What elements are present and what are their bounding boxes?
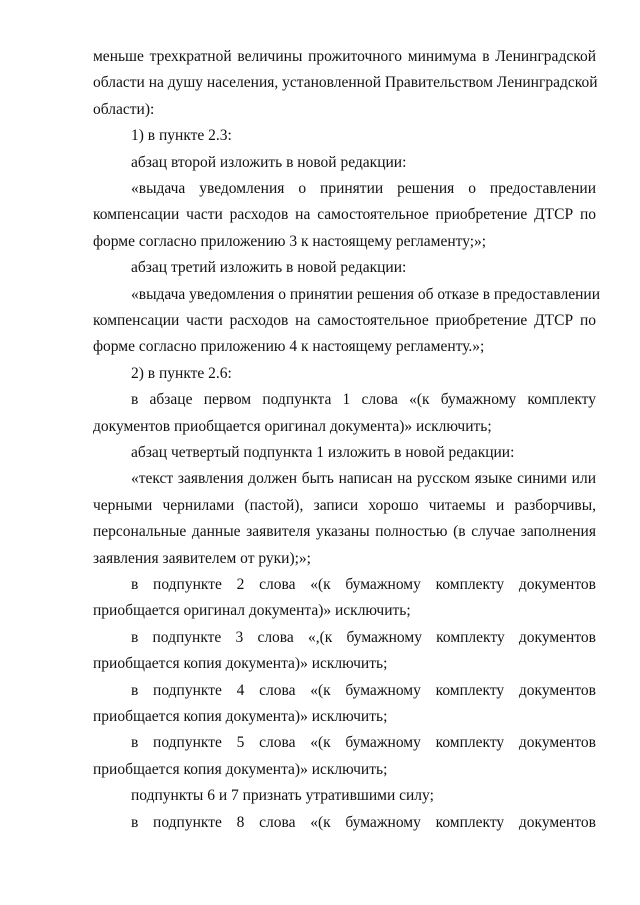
text-line: приобщается оригинал документа)» исключить; xyxy=(93,602,411,620)
text-line: персональные данные заявителя указаны полностью (в случае заполнения xyxy=(93,523,596,541)
text-line: области на душу населения, установленной Правительством Ленинградской xyxy=(93,74,598,92)
text-line: 2) в пункте 2.6: xyxy=(131,364,232,382)
text-line: абзац третий изложить в новой редакции: xyxy=(131,259,407,277)
text-line: компенсации части расходов на самостоятельное приобретение ДТСР по xyxy=(93,206,596,224)
text-line: в подпункте 3 слова «,(к бумажному комплекту документов xyxy=(131,628,596,646)
text-line: в подпункте 2 слова «(к бумажному комплекту документов xyxy=(131,576,596,593)
text-line: документов приобщается оригинал документа)» исключить; xyxy=(93,417,492,435)
text-line: подпункты 6 и 7 признать утратившими силу; xyxy=(131,787,434,805)
text-line: «текст заявления должен быть написан на русском языке синими или xyxy=(131,470,596,488)
text-line: в абзаце первом подпункта 1 слова «(к бумажному комплекту xyxy=(131,391,596,409)
text-line: 1) в пункте 2.3: xyxy=(131,127,232,145)
text-line: меньше трехкратной величины прожиточного минимума в Ленинградской xyxy=(93,48,596,65)
text-line: «выдача уведомления о принятии решения об отказе в предоставлении xyxy=(131,285,601,303)
text-line: черными чернилами (пастой), записи хорошо читаемы и разборчивы, xyxy=(93,496,596,514)
text-line: форме согласно приложению 3 к настоящему регламенту;»; xyxy=(93,232,487,250)
text-line: заявления заявителем от руки);»; xyxy=(93,549,311,567)
text-line: приобщается копия документа)» исключить; xyxy=(93,760,388,778)
text-line: абзац второй изложить в новой редакции: xyxy=(131,153,407,171)
text-line: приобщается копия документа)» исключить; xyxy=(93,708,388,725)
text-line: в подпункте 5 слова «(к бумажному комплекту документов xyxy=(131,734,596,752)
text-line: области): xyxy=(93,100,155,118)
text-line: в подпункте 4 слова «(к бумажному комплекту документов xyxy=(131,681,596,699)
text-line: приобщается копия документа)» исключить; xyxy=(93,655,388,673)
text-line: форме согласно приложению 4 к настоящему регламенту.»; xyxy=(93,338,485,356)
text-line: компенсации части расходов на самостоятельное приобретение ДТСР по xyxy=(93,312,596,329)
text-line: «выдача уведомления о принятии решения о предоставлении xyxy=(131,180,596,197)
text-line: в подпункте 8 слова «(к бумажному комплекту документов xyxy=(131,813,596,831)
text-line: абзац четвертый подпункта 1 изложить в новой редакции: xyxy=(131,444,515,461)
